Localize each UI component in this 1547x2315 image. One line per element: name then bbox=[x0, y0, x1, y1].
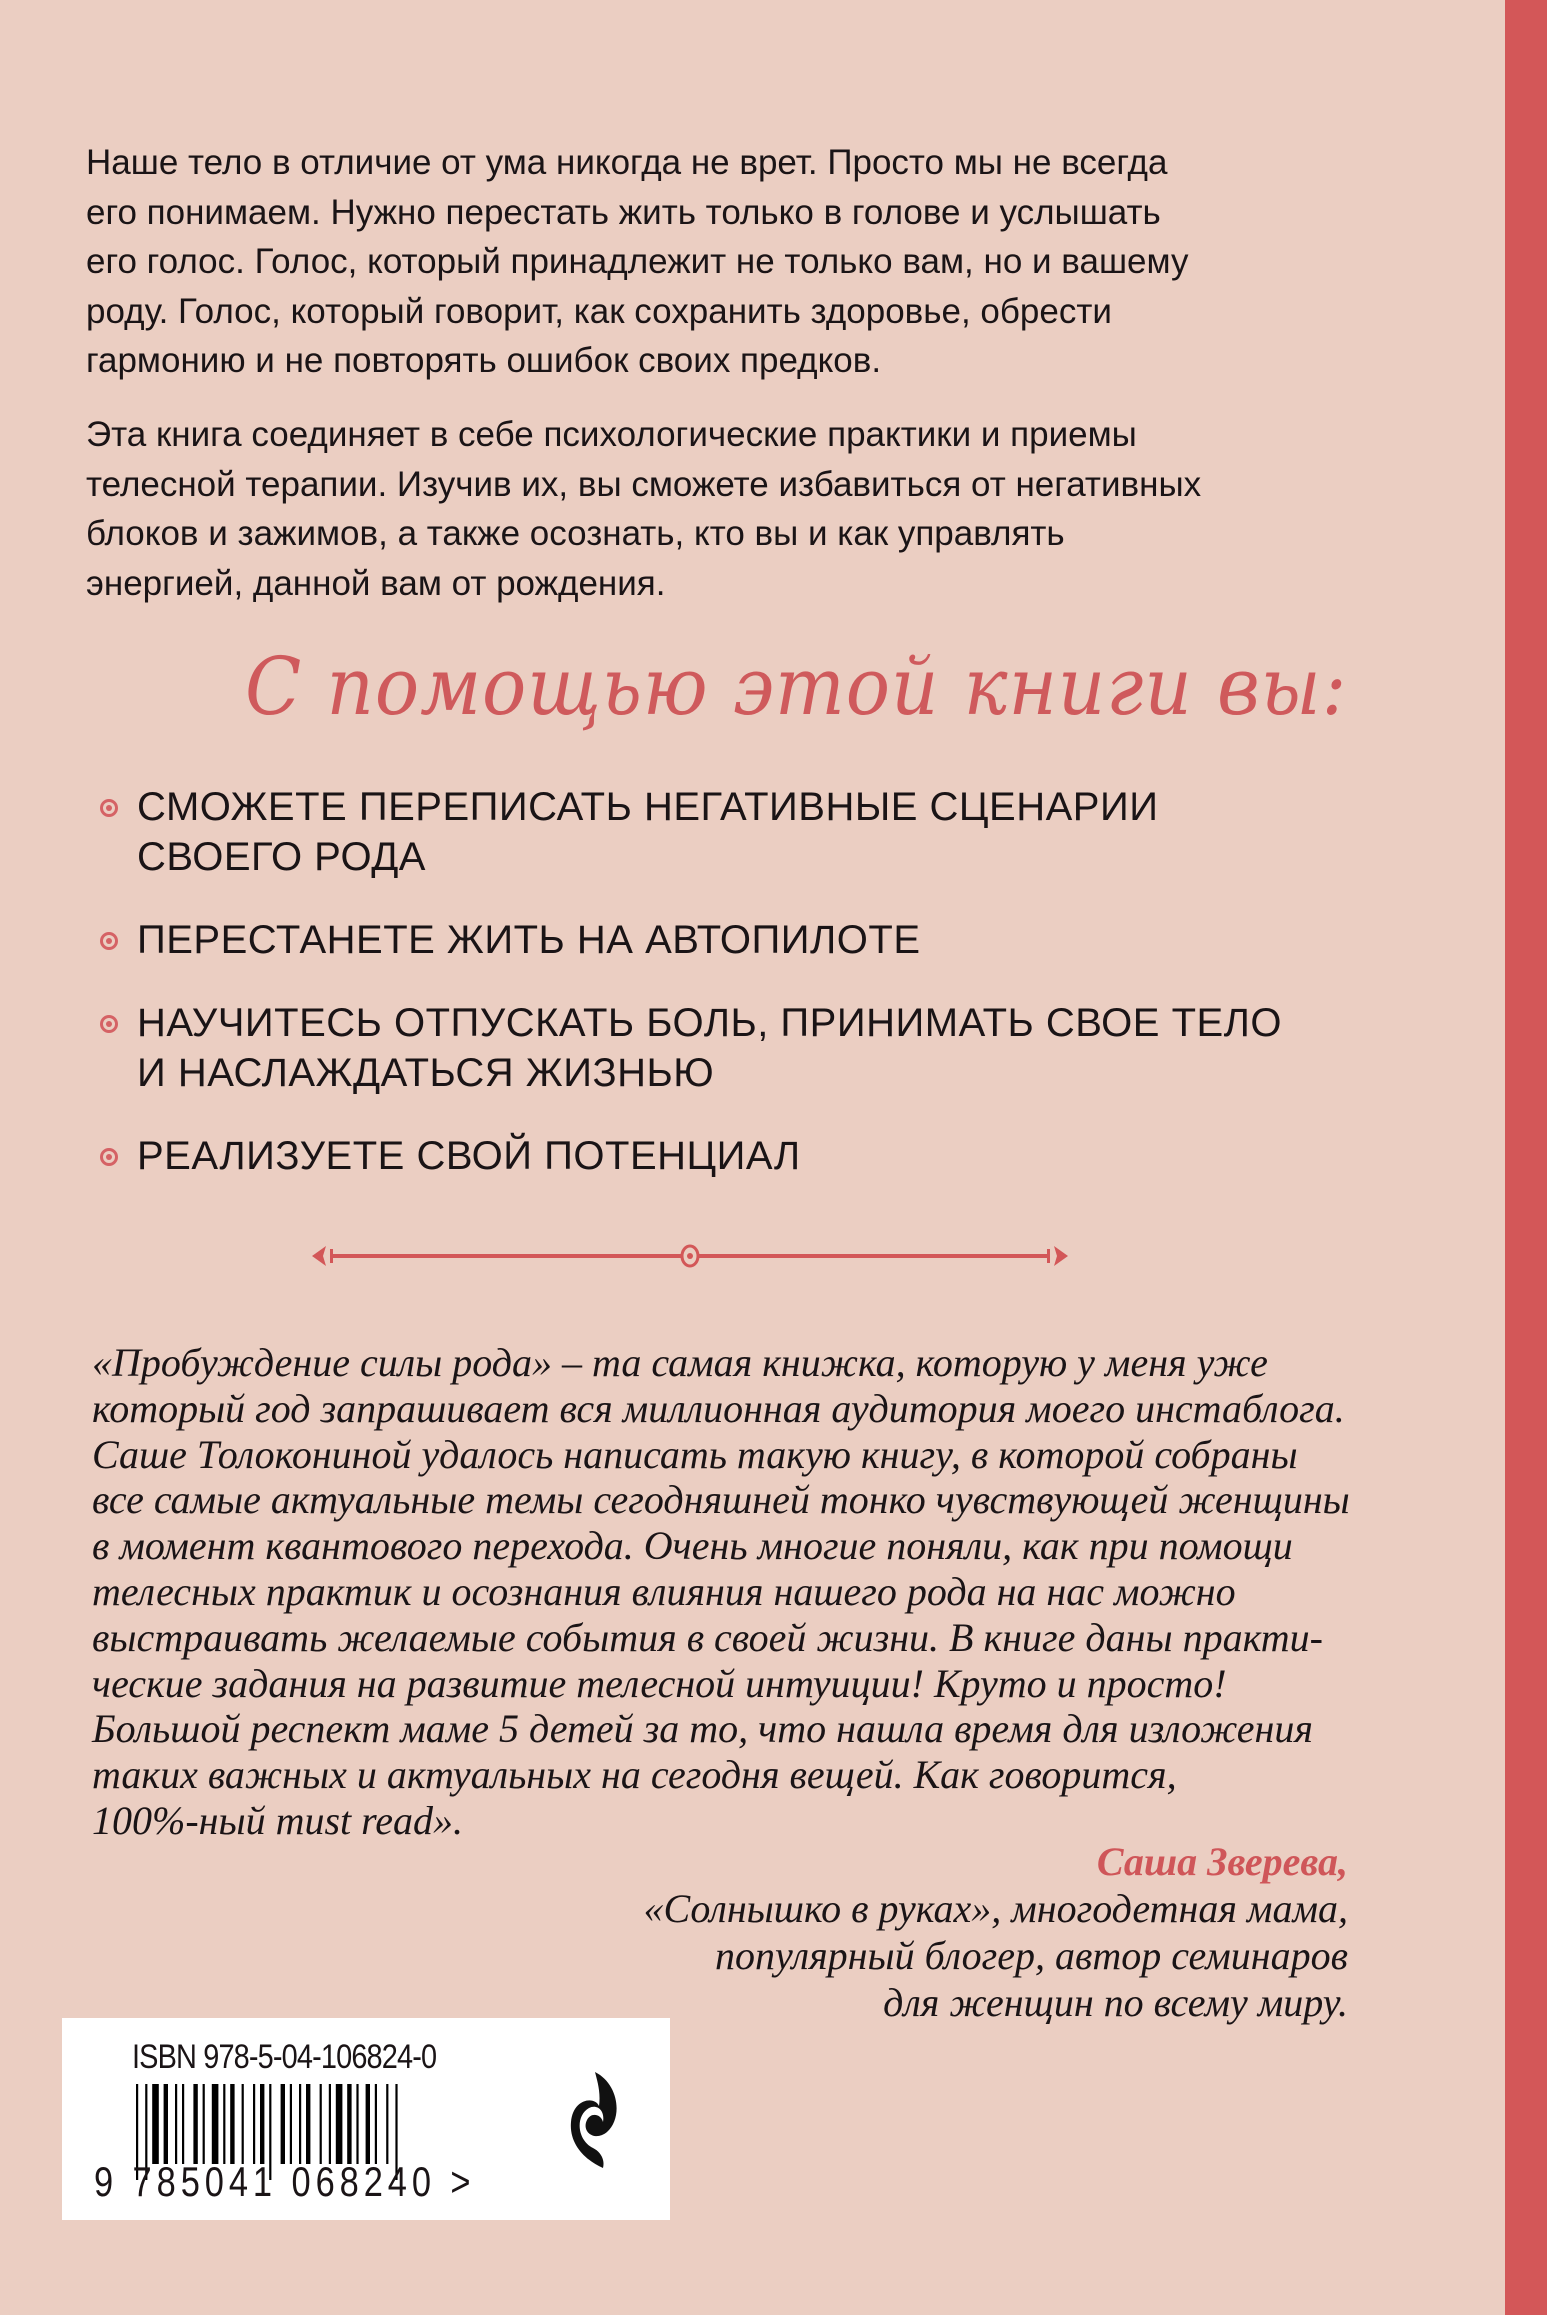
barcode-bar bbox=[260, 2084, 264, 2164]
isbn-number: ISBN 978-5-04-106824-0 bbox=[132, 2038, 437, 2076]
barcode-bar bbox=[242, 2084, 244, 2164]
barcode-bar bbox=[203, 2084, 205, 2164]
text-line: гармонию и не повторять ошибок своих предков. bbox=[86, 341, 882, 380]
barcode-bar bbox=[253, 2084, 255, 2164]
text-line: телесной терапии. Изучив их, вы сможете избавиться от негативных bbox=[86, 464, 1202, 504]
barcode-bar bbox=[386, 2084, 388, 2164]
item-line: РЕАЛИЗУЕТЕ СВОЙ ПОТЕНЦИАЛ bbox=[137, 1134, 801, 1178]
quote-line: 100%-ный must read». bbox=[92, 1797, 463, 1843]
barcode-bar bbox=[306, 2084, 310, 2164]
list-item bbox=[100, 1131, 1282, 1181]
author-name: Саша Зверева, bbox=[1096, 1839, 1348, 1884]
barcode-bar bbox=[329, 2084, 331, 2164]
barcode-bar bbox=[356, 2084, 358, 2164]
quote-attribution bbox=[643, 1838, 1348, 2026]
quote-line: в момент квантового перехода. Очень многие поняли, как при помощи bbox=[92, 1523, 1293, 1569]
barcode-bar bbox=[212, 2084, 219, 2164]
benefits-list bbox=[100, 782, 1282, 1214]
text-line: Наше тело в отличие от ума никогда не врет. Просто мы не всегда bbox=[86, 143, 1168, 182]
ornament-divider bbox=[310, 1240, 1070, 1272]
intro-paragraph-2 bbox=[86, 410, 1201, 608]
item-line: СВОЕГО РОДА bbox=[137, 835, 426, 879]
text-line: его понимаем. Нужно перестать жить только в голове и услышать bbox=[86, 192, 1161, 232]
barcode-bar bbox=[375, 2084, 377, 2164]
text-line: Эта книга соединяет в себе психологические практики и приемы bbox=[86, 415, 1137, 454]
author-bio-line: «Солнышко в руках», многодетная мама, bbox=[643, 1886, 1348, 1931]
list-item bbox=[100, 782, 1282, 882]
quote-line: все самые актуальные темы сегодняшней тонко чувствующей женщины bbox=[92, 1477, 1350, 1523]
item-line: И НАСЛАЖДАТЬСЯ ЖИЗНЬЮ bbox=[137, 1051, 715, 1095]
bullet-circle-icon bbox=[100, 1148, 118, 1166]
quote-line: Саше Толокониной удалось написать такую книгу, в которой собраны bbox=[92, 1431, 1298, 1477]
quote-line: «Пробуждение силы рода» – та самая книжка, которую у меня уже bbox=[92, 1340, 1268, 1385]
benefits-heading: С помощью этой книги вы: bbox=[245, 640, 1348, 733]
barcode-bar bbox=[336, 2084, 343, 2164]
testimonial-quote bbox=[92, 1340, 1350, 1844]
barcode-bar bbox=[152, 2084, 159, 2164]
bullet-circle-icon bbox=[100, 1015, 118, 1033]
text-line: его голос. Голос, который принадлежит не только вам, но и вашему bbox=[86, 242, 1189, 281]
barcode-bar bbox=[182, 2084, 184, 2164]
item-line: ПЕРЕСТАНЕТЕ ЖИТЬ НА АВТОПИЛОТЕ bbox=[137, 918, 921, 962]
barcode-bar bbox=[175, 2084, 177, 2164]
barcode-bar bbox=[230, 2084, 234, 2164]
isbn-barcode-box bbox=[62, 2018, 670, 2220]
barcode-bar bbox=[347, 2084, 351, 2164]
eksmo-logo-icon bbox=[567, 2070, 627, 2170]
item-line: СМОЖЕТЕ ПЕРЕПИСАТЬ НЕГАТИВНЫЕ СЦЕНАРИИ bbox=[137, 785, 1159, 829]
bullet-circle-icon bbox=[100, 799, 118, 817]
quote-line: выстраивать желаемые события в своей жизни. В книге даны практи- bbox=[92, 1614, 1323, 1660]
text-line: роду. Голос, который говорит, как сохранить здоровье, обрести bbox=[86, 291, 1112, 331]
barcode-bar bbox=[366, 2084, 370, 2164]
barcode-bar bbox=[299, 2084, 301, 2164]
list-item bbox=[100, 998, 1282, 1098]
barcode-bar bbox=[281, 2084, 285, 2164]
barcode-bar bbox=[193, 2084, 197, 2164]
quote-line: таких важных и актуальных на сегодня вещей. Как говорится, bbox=[92, 1752, 1177, 1798]
spine-stripe bbox=[1505, 0, 1547, 2315]
author-bio-line: для женщин по всему миру. bbox=[883, 1980, 1348, 2025]
list-item bbox=[100, 915, 1282, 965]
quote-line: телесных практик и осознания влияния нашего рода на нас можно bbox=[92, 1568, 1236, 1614]
quote-line: который год запрашивает вся миллионная аудитория моего инстаблога. bbox=[92, 1385, 1345, 1431]
bullet-circle-icon bbox=[100, 932, 118, 950]
intro-paragraph-1 bbox=[86, 138, 1188, 386]
text-line: блоков и зажимов, а также осознать, кто вы и как управлять bbox=[86, 514, 1065, 553]
author-bio-line: популярный блогер, автор семинаров bbox=[714, 1933, 1348, 1978]
quote-line: Большой респект маме 5 детей за то, что нашла время для изложения bbox=[92, 1706, 1313, 1752]
barcode-bar bbox=[223, 2084, 225, 2164]
barcode-bar bbox=[290, 2084, 292, 2164]
quote-line: ческие задания на развитие телесной интуиции! Круто и просто! bbox=[92, 1660, 1227, 1706]
barcode-bar bbox=[164, 2084, 168, 2164]
text-line: энергией, данной вам от рождения. bbox=[86, 563, 666, 603]
barcode-bar bbox=[320, 2084, 322, 2164]
item-line: НАУЧИТЕСЬ ОТПУСКАТЬ БОЛЬ, ПРИНИМАТЬ СВОЕ ТЕЛО bbox=[137, 1001, 1283, 1045]
barcode-digits: 9 785041 068240 > bbox=[94, 2158, 476, 2205]
